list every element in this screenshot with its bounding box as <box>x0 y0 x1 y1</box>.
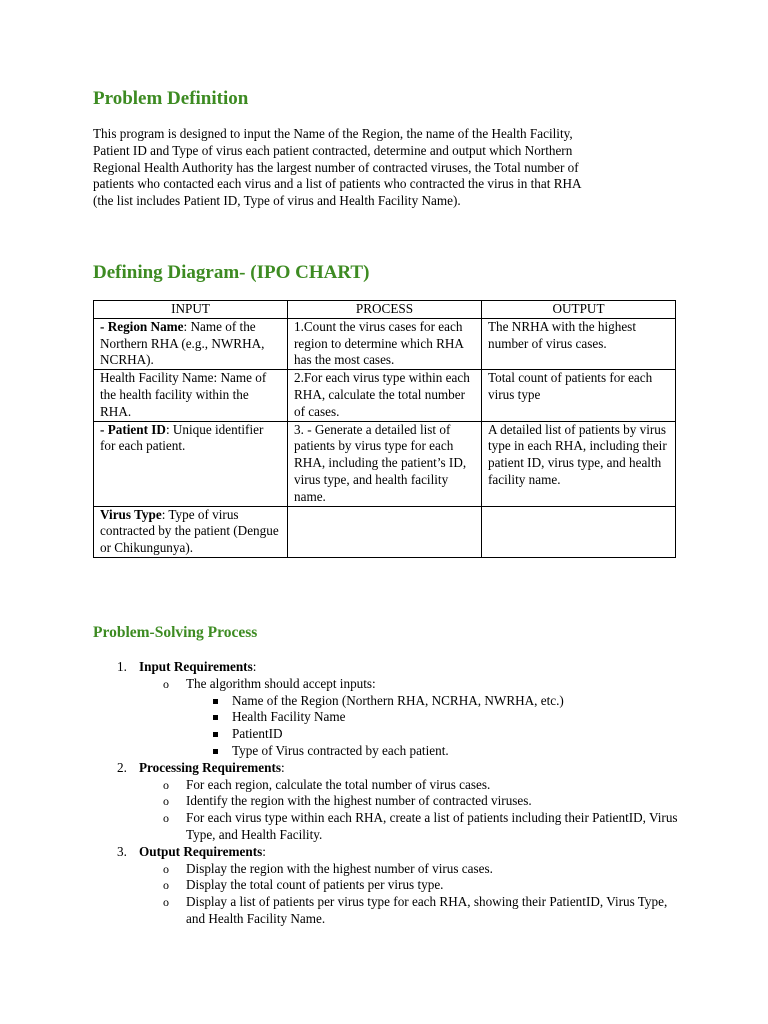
step-colon: : <box>262 843 266 859</box>
ipo-input-cell <box>94 370 288 421</box>
ipo-column-header-output: OUTPUT <box>482 301 676 319</box>
list-item-text: Identify the region with the highest number of contracted viruses. <box>186 793 532 809</box>
list-item-text: For each region, calculate the total number of virus cases. <box>186 776 491 792</box>
list-item-text: Display a list of patients per virus type for each RHA, showing their PatientID, Virus Type, and Health Facility Name. <box>186 894 668 926</box>
list-item <box>93 659 678 760</box>
step-title: Processing Requirements <box>139 759 281 775</box>
ipo-process-cell <box>288 506 482 557</box>
ipo-output-cell: A detailed list of patients by virus type in each RHA, including their patient ID, virus type, and health facility name. <box>482 421 676 506</box>
input-sublist <box>186 693 678 760</box>
ipo-input-cell <box>94 318 288 369</box>
hollow-bullet-icon: o <box>163 676 169 691</box>
ipo-chart-table <box>93 300 676 558</box>
hollow-bullet-icon: o <box>163 777 169 792</box>
step-colon: : <box>252 659 257 674</box>
ipo-output-cell: Total count of patients for each virus type <box>482 370 676 421</box>
hollow-bullet-icon: o <box>163 895 169 910</box>
ipo-header-row <box>94 301 676 319</box>
square-bullet-icon <box>213 715 218 720</box>
ipo-process-cell: 1.Count the virus cases for each region to determine which RHA has the most cases. <box>288 318 482 369</box>
list-item <box>186 709 678 726</box>
list-item <box>139 676 678 760</box>
list-item-text: Type of Virus contracted by each patient. <box>232 742 449 758</box>
step-title: Output Requirements <box>139 843 263 859</box>
problem-definition-paragraph <box>93 126 673 210</box>
paragraph-line: (the list includes Patient ID, Type of virus and Health Facility Name). <box>93 193 461 209</box>
table-row <box>94 318 676 369</box>
step-number: 3. <box>117 843 127 859</box>
list-item <box>139 861 678 878</box>
ipo-input-label: Virus Type <box>100 506 162 522</box>
paragraph-line: This program is designed to input the Name of the Region, the name of the Health Facility, <box>93 126 573 141</box>
list-item-text: The algorithm should accept inputs: <box>186 675 376 691</box>
problem-definition-heading: Problem Definition <box>93 88 249 109</box>
list-item <box>186 693 678 710</box>
hollow-bullet-icon: o <box>163 878 169 893</box>
step-sublist <box>139 861 678 928</box>
ipo-input-text: : Type of virus contracted by the patient (Dengue or Chikungunya). <box>100 506 279 556</box>
problem-solving-steps <box>93 659 678 928</box>
list-item <box>139 777 678 794</box>
list-item <box>139 793 678 810</box>
ipo-input-cell <box>94 421 288 506</box>
list-item <box>139 877 678 894</box>
table-row <box>94 506 676 557</box>
paragraph-line: patients who contacted each virus and a list of patients who contracted the virus in that RHA <box>93 176 582 192</box>
ipo-input-text: : Name of the Northern RHA (e.g., NWRHA, NCRHA). <box>100 318 265 368</box>
defining-diagram-heading: Defining Diagram- (IPO CHART) <box>93 262 370 283</box>
hollow-bullet-icon: o <box>163 811 169 826</box>
ipo-column-header-process: PROCESS <box>288 301 482 319</box>
ipo-input-cell <box>94 506 288 557</box>
list-item-text: Display the total count of patients per virus type. <box>186 877 444 893</box>
list-item-text: Health Facility Name <box>232 709 346 725</box>
step-sublist <box>139 777 678 844</box>
list-item-text: PatientID <box>232 726 283 742</box>
hollow-bullet-icon: o <box>163 861 169 876</box>
square-bullet-icon <box>213 749 218 754</box>
step-title: Input Requirements <box>139 659 253 674</box>
hollow-bullet-icon: o <box>163 794 169 809</box>
list-item-text: For each virus type within each RHA, create a list of patients including their PatientID, Virus Type, and Health Facility. <box>186 810 678 842</box>
list-item <box>139 894 678 928</box>
ipo-column-header-input: INPUT <box>94 301 288 319</box>
list-item <box>93 844 678 928</box>
table-row <box>94 370 676 421</box>
ipo-process-cell: 2.For each virus type within each RHA, calculate the total number of cases. <box>288 370 482 421</box>
step-number: 1. <box>117 659 127 674</box>
paragraph-line: Patient ID and Type of virus each patient contracted, determine and output which Northern <box>93 142 573 158</box>
table-row <box>94 421 676 506</box>
ipo-output-cell: The NRHA with the highest number of virus cases. <box>482 318 676 369</box>
list-item-text: Name of the Region (Northern RHA, NCRHA, NWRHA, etc.) <box>232 692 564 708</box>
step-sublist <box>139 676 678 760</box>
ipo-input-text: Health Facility Name: Name of the health facility within the RHA. <box>100 370 267 419</box>
list-item <box>186 726 678 743</box>
square-bullet-icon <box>213 732 218 737</box>
list-item <box>139 810 678 844</box>
step-number: 2. <box>117 759 127 775</box>
ipo-input-label: - Patient ID <box>100 421 166 437</box>
ipo-input-label: - Region Name <box>100 318 184 334</box>
paragraph-line: Regional Health Authority has the largest number of contracted viruses, the Total number of <box>93 159 579 175</box>
ipo-output-cell <box>482 506 676 557</box>
list-item-text: Display the region with the highest number of virus cases. <box>186 860 493 876</box>
step-colon: : <box>281 759 285 775</box>
list-item <box>186 743 678 760</box>
list-item <box>93 760 678 844</box>
ipo-input-text: : Unique identifier for each patient. <box>100 421 264 454</box>
square-bullet-icon <box>213 699 218 704</box>
ipo-process-cell: 3. - Generate a detailed list of patients by virus type for each RHA, including the patient’s ID, virus type, and health facility name. <box>288 421 482 506</box>
problem-solving-heading: Problem-Solving Process <box>93 624 258 641</box>
